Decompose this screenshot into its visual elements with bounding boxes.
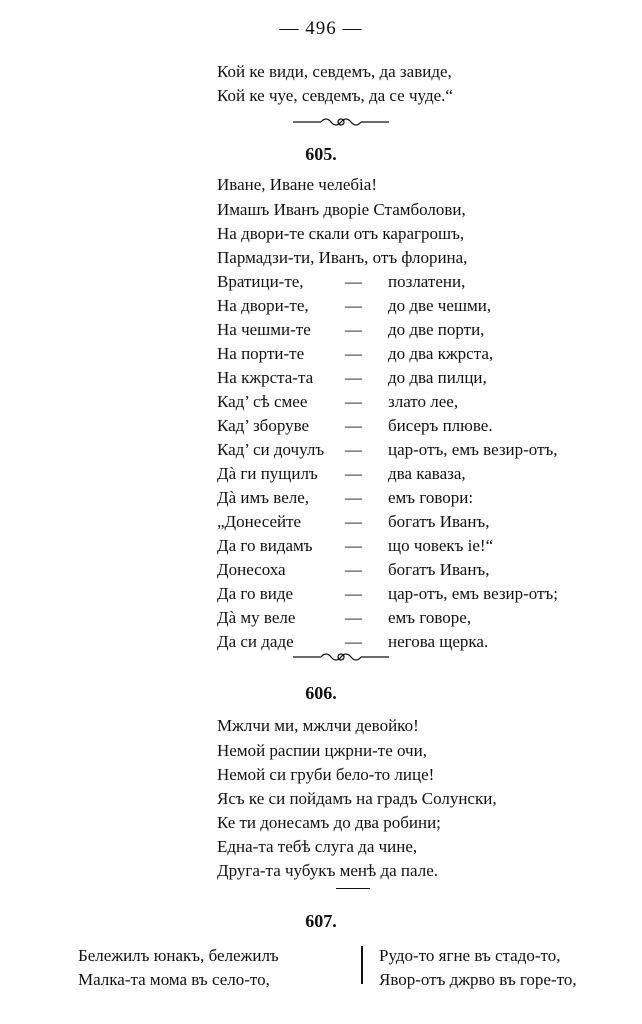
verse-dash: —: [345, 416, 362, 435]
verse-first-half: Дà ги пущилъ: [217, 464, 318, 483]
verse-line: Ке ти донесамъ до два робини;: [217, 813, 441, 832]
verse-second-half: до две чешми,: [388, 296, 492, 315]
verse-first-half: Дà му веле: [217, 608, 296, 627]
verse-dash: —: [345, 296, 362, 315]
verse-first-half: На двори-те,: [217, 296, 309, 315]
verse-second-half: до два пилци,: [388, 368, 487, 387]
divider-rule: [336, 888, 370, 889]
verse-dash: —: [345, 584, 362, 603]
verse-line: Друга-та чубукъ менѣ да пале.: [217, 861, 439, 880]
verse-line: Пармадзи-ти, Иванъ, отъ флорина,: [217, 248, 468, 267]
verse-first-half: Да го виде: [217, 584, 294, 603]
intro-line: Кой ке чуе, севдемъ, да се чуде.“: [217, 86, 453, 105]
verse-first-half: Дà имъ веле,: [217, 488, 310, 507]
verse-first-half: Да си даде: [217, 632, 294, 651]
verse-dash: —: [345, 440, 362, 459]
verse-second-half: богатъ Иванъ,: [388, 560, 490, 579]
verse-dash: —: [345, 272, 362, 291]
verse-second-half: цар-отъ, емъ везир-отъ,: [388, 440, 558, 459]
verse-second-half: бисеръ плюве.: [388, 416, 493, 435]
verse-first-half: На порти-те: [217, 344, 305, 363]
verse-dash: —: [345, 320, 362, 339]
verse-second-half: богатъ Иванъ,: [388, 512, 490, 531]
verse-second-half: позлатени,: [388, 272, 466, 291]
verse-dash: —: [345, 488, 362, 507]
verse-right-column: Рудо-то ягне въ стадо-то,: [379, 946, 561, 965]
verse-first-half: Кад’ зборуве: [217, 416, 310, 435]
verse-line: Ясъ ке си пойдамъ на градъ Солунски,: [217, 789, 497, 808]
verse-dash: —: [345, 632, 362, 651]
verse-dash: —: [345, 608, 362, 627]
verse-dash: —: [345, 536, 362, 555]
verse-right-column: Явор-отъ джрво въ горе-то,: [379, 970, 577, 989]
verse-second-half: злато лее,: [388, 392, 459, 411]
verse-line: Имашъ Иванъ дворіе Стамболови,: [217, 200, 466, 219]
song-number-607: 607.: [305, 911, 337, 931]
verse-line: Немой распии цжрни-те очи,: [217, 741, 427, 760]
ornament-divider: [291, 650, 391, 664]
verse-second-half: два каваза,: [388, 464, 466, 483]
verse-dash: —: [345, 512, 362, 531]
verse-line: На двори-те скали отъ карагрошъ,: [217, 224, 465, 243]
verse-left-column: Малка-та мома въ село-то,: [78, 970, 270, 989]
verse-second-half: до две порти,: [388, 320, 485, 339]
verse-first-half: Да го видамъ: [217, 536, 313, 555]
ornament-divider: [291, 115, 391, 129]
verse-dash: —: [345, 344, 362, 363]
verse-first-half: На кжрста-та: [217, 368, 314, 387]
intro-line: Кой ке види, севдемъ, да завиде,: [217, 62, 452, 81]
verse-line: Мжлчи ми, мжлчи девойко!: [217, 716, 419, 735]
verse-second-half: емъ говори:: [388, 488, 474, 507]
verse-line: Иване, Иване челебіа!: [217, 175, 377, 194]
verse-second-half: до два кжрста,: [388, 344, 494, 363]
verse-dash: —: [345, 392, 362, 411]
verse-first-half: „Донесейте: [217, 512, 302, 531]
verse-line: Немой си груби бело-то лице!: [217, 765, 435, 784]
verse-second-half: що човекъ іе!“: [388, 536, 494, 555]
page-number: — 496 —: [279, 18, 363, 39]
verse-first-half: Кад’ сѣ смее: [217, 392, 308, 411]
verse-first-half: Кад’ си дочулъ: [217, 440, 325, 459]
verse-second-half: емъ говоре,: [388, 608, 472, 627]
column-separator: [361, 946, 363, 984]
verse-line: Една-та тебѣ слуга да чине,: [217, 837, 418, 856]
verse-dash: —: [345, 464, 362, 483]
verse-first-half: На чешми-те: [217, 320, 311, 339]
verse-second-half: цар-отъ, емъ везир-отъ;: [388, 584, 559, 603]
verse-left-column: Бележилъ юнакъ, бележилъ: [78, 946, 279, 965]
song-number-606: 606.: [305, 683, 337, 703]
verse-second-half: негова щерка.: [388, 632, 489, 651]
song-number-605: 605.: [305, 144, 337, 164]
verse-first-half: Вратици-те,: [217, 272, 304, 291]
verse-dash: —: [345, 560, 362, 579]
verse-first-half: Донесоха: [217, 560, 286, 579]
verse-dash: —: [345, 368, 362, 387]
